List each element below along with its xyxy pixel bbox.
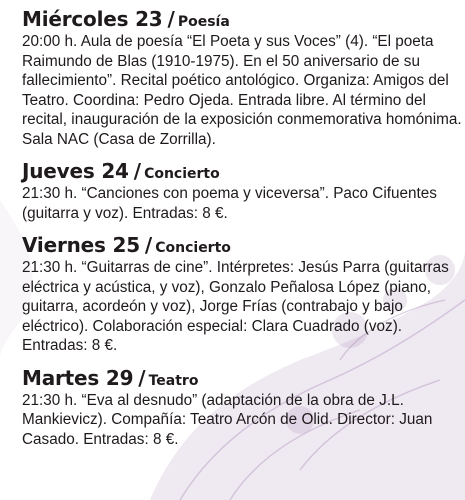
heading-separator: / xyxy=(167,7,175,31)
event-category: Concierto xyxy=(155,240,231,256)
event-heading xyxy=(22,232,443,258)
event-description: 21:30 h. “Eva al desnudo” (adaptación de la obra de J.L. Mankievicz). Compañía: Teatro Arcón de Olid. Director: Juan Casado. Entradas: 8 €. xyxy=(22,391,433,448)
heading-separator: / xyxy=(144,233,153,257)
event-day: Jueves 24 xyxy=(22,159,129,183)
event-category: Teatro xyxy=(148,372,199,389)
event-day: Viernes 25 xyxy=(22,233,140,257)
event-viernes-25 xyxy=(22,232,449,356)
event-description: 20:00 h. Aula de poesía “El Poeta y sus Voces” (4). “El poeta Raimundo de Blas (1910-1975). En el 50 aniversario de su fallecimiento”. Recital poético antológico. Organiza: Amigos del Teatro. Coordina: Pedro Ojeda. Entrada libre. Al término del recital, inauguración de la exposición conmemorativa homónima. Sala NAC (Casa de Zorrilla). xyxy=(22,33,462,148)
event-heading xyxy=(22,365,443,391)
event-jueves-24 xyxy=(22,158,443,223)
event-category: Concierto xyxy=(144,166,220,182)
event-martes-29 xyxy=(22,365,443,450)
event-description: 21:30 h. “Guitarras de cine”. Intérpretes: Jesús Parra (guitarras eléctrica y acústica, y voz), Gonzalo Peñalosa López (piano, guitarra, acordeón y voz), Jorge Frías (contrabajo y bajo eléctrico). Colaboración especial: Clara Cuadrado (voz). Entradas: 8 €. xyxy=(22,259,449,354)
event-category: Poesía xyxy=(177,14,230,30)
event-heading xyxy=(22,158,443,184)
event-day: Martes 29 xyxy=(22,365,134,390)
event-heading xyxy=(22,6,443,32)
event-day: Miércoles 23 xyxy=(22,7,163,31)
heading-separator: / xyxy=(133,159,142,183)
heading-separator: / xyxy=(138,365,146,390)
event-miercoles-23 xyxy=(22,6,462,149)
event-description: 21:30 h. “Canciones con poema y viceversa”. Paco Cifuentes (guitarra y voz). Entradas: 8 €. xyxy=(22,185,437,222)
